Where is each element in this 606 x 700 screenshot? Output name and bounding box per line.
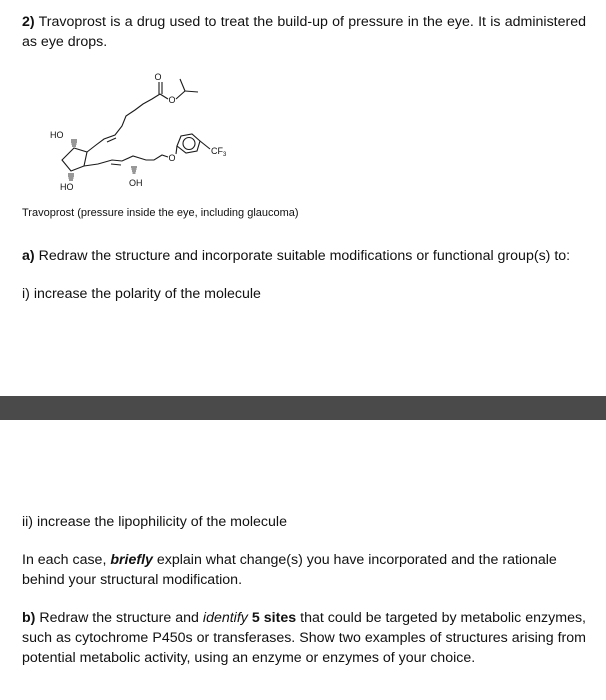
question-intro-text: Travoprost is a drug used to treat the build-up of pressure in the eye. It is administered as eye drops. — [22, 14, 586, 50]
explain-emphasis: briefly — [110, 552, 153, 568]
upper-chain-double-bond — [107, 138, 116, 142]
part-b-identify: identify — [202, 610, 248, 626]
ho-top-label: HO — [50, 130, 64, 140]
upper-alkenyl-chain — [87, 94, 160, 152]
oh-label: OH — [129, 178, 143, 188]
ether-bond — [176, 146, 177, 154]
explain-pre: In each case, — [22, 552, 107, 568]
part-b-prompt — [22, 608, 586, 668]
hashed-bond-ho-top — [71, 140, 77, 146]
travoprost-structure — [40, 68, 290, 204]
cyclopentane-ring — [62, 148, 87, 171]
part-a-item-i: i) increase the polarity of the molecule — [22, 286, 261, 302]
bond-to-cf3 — [200, 141, 210, 149]
ho-bottom-label: HO — [60, 182, 74, 192]
ester-oxygen-label: O — [168, 95, 176, 105]
carbonyl-oxygen-label: O — [154, 72, 162, 82]
page-divider-band — [0, 396, 606, 420]
part-a-prompt — [22, 246, 586, 266]
part-b-label: b) — [22, 610, 36, 626]
cf3-subscript: 3 — [223, 152, 227, 158]
part-a-label: a) — [22, 248, 35, 264]
part-a-prompt-text: Redraw the structure and incorporate suitable modifications or functional group(s) to: — [38, 248, 571, 264]
benzene-aromatic-circle — [183, 138, 195, 150]
ester-bond-to-o — [160, 94, 168, 99]
isopropyl-methyl-2 — [185, 91, 198, 92]
part-b-text-1: Redraw the structure and — [39, 610, 199, 626]
lower-alkenyl-chain — [84, 155, 168, 166]
part-a-item-ii: ii) increase the lipophilicity of the molecule — [22, 514, 287, 530]
part-a-explain — [22, 550, 586, 590]
lower-chain-double-bond — [111, 164, 121, 165]
part-b-text-2: that could be targeted by metabolic enzymes, such as cytochrome P450s or transferases. Show two examples of structures arising from potential metabolic activity, using an enzyme or enzymes of your choice. — [22, 610, 586, 666]
question-intro — [22, 12, 586, 52]
ether-oxygen-label: O — [168, 153, 176, 163]
isopropyl-methyl-1 — [180, 79, 185, 91]
cf3-label — [211, 146, 227, 158]
structure-caption: Travoprost (pressure inside the eye, including glaucoma) — [22, 207, 299, 219]
part-b-sites: 5 sites — [251, 610, 297, 626]
ester-o-to-isopropyl — [176, 91, 185, 99]
page-bottom-section — [0, 420, 606, 700]
cf3-main: CF — [211, 146, 223, 156]
benzene-ring — [177, 134, 200, 153]
question-number: 2) — [22, 14, 35, 30]
hashed-bond-oh — [131, 167, 137, 173]
hashed-bond-ho-bottom — [68, 174, 74, 180]
explain-post: explain what change(s) you have incorporated and the rationale behind your structural modification. — [22, 552, 557, 588]
